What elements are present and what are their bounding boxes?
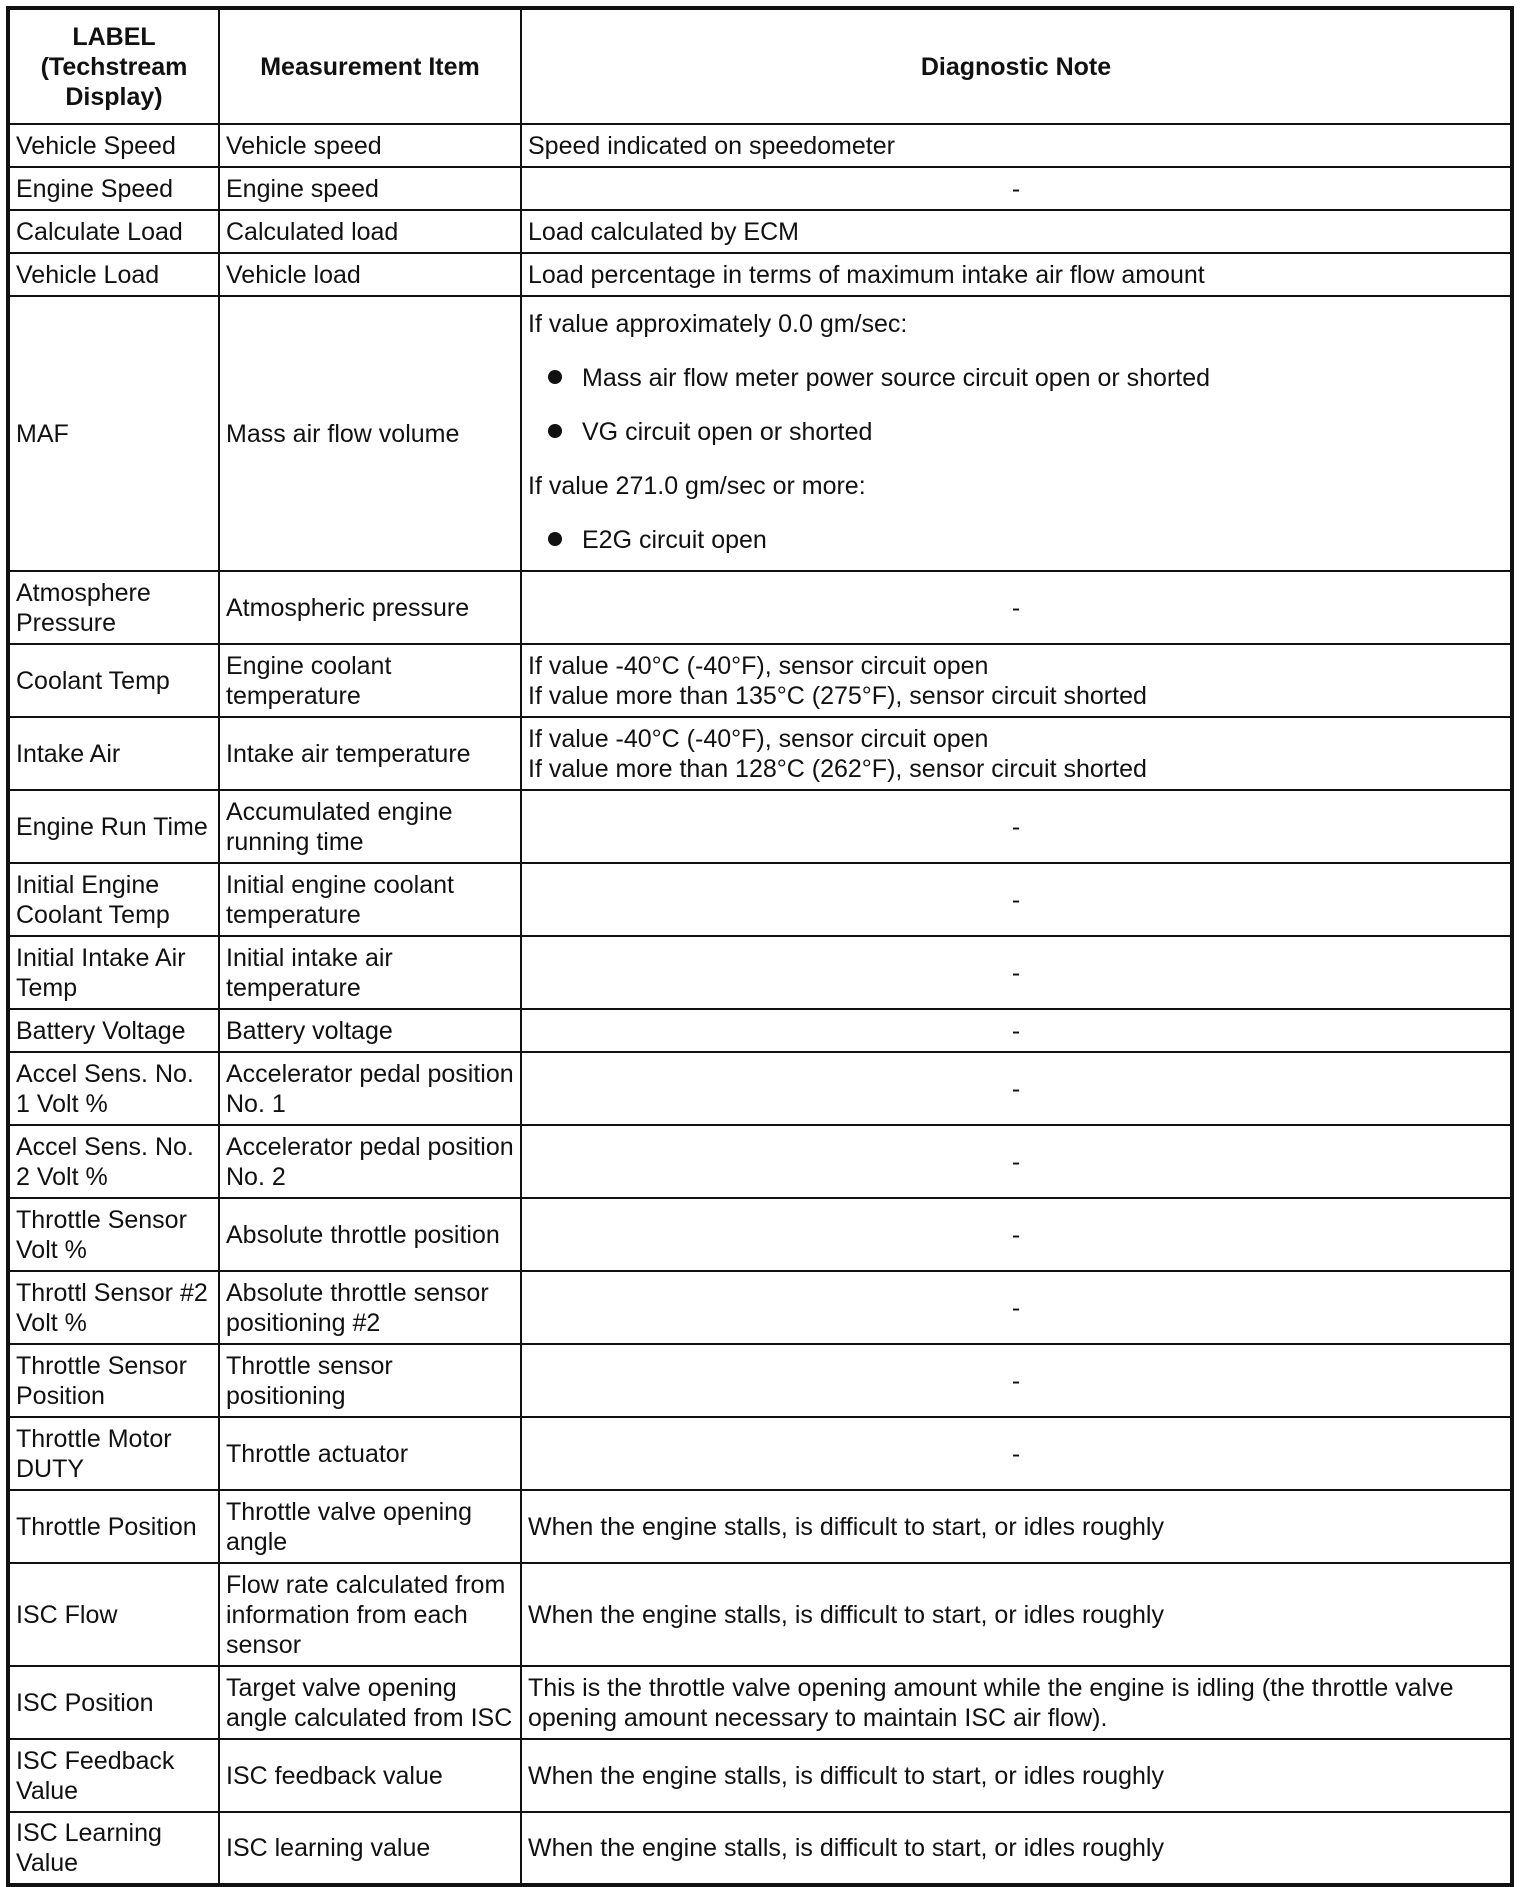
bullet-text: Mass air flow meter power source circuit open or shorted	[582, 364, 1211, 392]
header-measurement-item: Measurement Item	[219, 8, 521, 124]
measurement-item-cell: Accelerator pedal position No. 1	[219, 1052, 521, 1125]
note-line: Speed indicated on speedometer	[528, 131, 895, 160]
table-row	[8, 124, 1512, 167]
measurement-item-cell: ISC learning value	[219, 1812, 521, 1885]
label-cell: Calculate Load	[8, 210, 219, 253]
measurement-item-cell: Initial engine coolant temperature	[219, 863, 521, 936]
table-row	[8, 1563, 1512, 1666]
diagnostic-note-cell	[521, 296, 1512, 571]
measurement-item-cell: Flow rate calculated from information from each sensor	[219, 1563, 521, 1666]
measurement-item-cell: Absolute throttle position	[219, 1198, 521, 1271]
label-cell: Throttle Position	[8, 1490, 219, 1563]
table-row	[8, 1198, 1512, 1271]
header-label: LABEL (Techstream Display)	[8, 8, 219, 124]
diagnostic-data-table	[6, 6, 1514, 1887]
diagnostic-note-cell: -	[521, 167, 1512, 210]
diagnostic-note-cell	[521, 1490, 1512, 1563]
diagnostic-note-cell	[521, 210, 1512, 253]
diagnostic-note-cell: -	[521, 1271, 1512, 1344]
table-row	[8, 1125, 1512, 1198]
table-row	[8, 936, 1512, 1009]
diagnostic-note-cell: -	[521, 936, 1512, 1009]
measurement-item-cell: Vehicle speed	[219, 124, 521, 167]
label-cell: Vehicle Speed	[8, 124, 219, 167]
note-line: When the engine stalls, is difficult to start, or idles roughly	[528, 1512, 1164, 1541]
table-row	[8, 644, 1512, 717]
label-cell: Throttl Sensor #2 Volt %	[8, 1271, 219, 1344]
bullet-icon	[548, 532, 562, 546]
table-row	[8, 1666, 1512, 1739]
diagnostic-note-cell: -	[521, 1344, 1512, 1417]
diagnostic-note-cell: -	[521, 1417, 1512, 1490]
measurement-item-cell: Throttle actuator	[219, 1417, 521, 1490]
measurement-item-cell: Absolute throttle sensor positioning #2	[219, 1271, 521, 1344]
diagnostic-note-cell: -	[521, 1052, 1512, 1125]
label-cell: Accel Sens. No. 1 Volt %	[8, 1052, 219, 1125]
measurement-item-cell: Battery voltage	[219, 1009, 521, 1052]
table-row	[8, 1812, 1512, 1885]
diagnostic-note-cell	[521, 1739, 1512, 1812]
diagnostic-note-cell: -	[521, 1198, 1512, 1271]
list-item	[528, 351, 1504, 405]
label-cell: Engine Run Time	[8, 790, 219, 863]
measurement-item-cell: Calculated load	[219, 210, 521, 253]
diagnostic-note-cell: -	[521, 863, 1512, 936]
table-row	[8, 1417, 1512, 1490]
diagnostic-note-cell: -	[521, 1125, 1512, 1198]
label-cell: Initial Engine Coolant Temp	[8, 863, 219, 936]
list-item	[528, 405, 1504, 459]
measurement-item-cell: Engine coolant temperature	[219, 644, 521, 717]
table-row	[8, 1344, 1512, 1417]
table-row	[8, 790, 1512, 863]
bullet-text: E2G circuit open	[582, 526, 767, 554]
label-cell: Atmosphere Pressure	[8, 571, 219, 644]
diagnostic-note-cell: -	[521, 790, 1512, 863]
bullet-text: VG circuit open or shorted	[582, 418, 873, 446]
label-cell: Throttle Sensor Volt %	[8, 1198, 219, 1271]
diagnostic-note-cell	[521, 1812, 1512, 1885]
note-line: When the engine stalls, is difficult to start, or idles roughly	[528, 1834, 1164, 1862]
label-cell: Coolant Temp	[8, 644, 219, 717]
label-cell: Engine Speed	[8, 167, 219, 210]
measurement-item-cell: Intake air temperature	[219, 717, 521, 790]
note-line: When the engine stalls, is difficult to start, or idles roughly	[528, 1761, 1164, 1790]
measurement-item-cell: Initial intake air temperature	[219, 936, 521, 1009]
table-row	[8, 571, 1512, 644]
note-line: If value more than 135°C (275°F), sensor circuit shorted	[528, 681, 1147, 710]
table-row	[8, 863, 1512, 936]
maf-bullet-list	[528, 513, 1504, 567]
diagnostic-note-cell	[521, 253, 1512, 296]
measurement-item-cell: Atmospheric pressure	[219, 571, 521, 644]
label-cell: Accel Sens. No. 2 Volt %	[8, 1125, 219, 1198]
diagnostic-note-cell	[521, 124, 1512, 167]
label-cell: MAF	[8, 296, 219, 571]
diagnostic-note-cell	[521, 1666, 1512, 1739]
diagnostic-note-cell	[521, 644, 1512, 717]
diagnostic-note-cell	[521, 1563, 1512, 1666]
measurement-item-cell: Throttle sensor positioning	[219, 1344, 521, 1417]
measurement-item-cell: Vehicle load	[219, 253, 521, 296]
label-cell: Vehicle Load	[8, 253, 219, 296]
label-cell: Battery Voltage	[8, 1009, 219, 1052]
label-cell: ISC Feedback Value	[8, 1739, 219, 1812]
list-item	[528, 513, 1504, 567]
note-line: If value more than 128°C (262°F), sensor circuit shorted	[528, 754, 1147, 783]
diagnostic-note-cell: -	[521, 1009, 1512, 1052]
measurement-item-cell: Throttle valve opening angle	[219, 1490, 521, 1563]
table-row	[8, 167, 1512, 210]
maf-condition-low: If value approximately 0.0 gm/sec:	[528, 310, 908, 338]
measurement-item-cell: Mass air flow volume	[219, 296, 521, 571]
table-row	[8, 253, 1512, 296]
note-line: When the engine stalls, is difficult to start, or idles roughly	[528, 1600, 1164, 1629]
table-row	[8, 296, 1512, 571]
table-row	[8, 717, 1512, 790]
note-line: Load percentage in terms of maximum intake air flow amount	[528, 260, 1205, 289]
note-line: If value -40°C (-40°F), sensor circuit open	[528, 651, 989, 680]
bullet-icon	[548, 424, 562, 438]
measurement-item-cell: Accelerator pedal position No. 2	[219, 1125, 521, 1198]
table-row	[8, 1739, 1512, 1812]
bullet-icon	[548, 370, 562, 384]
note-line: This is the throttle valve opening amount while the engine is idling (the throttle valve opening amount necessary to maintain ISC air flow).	[528, 1673, 1454, 1732]
table-row	[8, 1490, 1512, 1563]
note-line: If value -40°C (-40°F), sensor circuit open	[528, 724, 989, 753]
diagnostic-note-cell: -	[521, 571, 1512, 644]
table-header-row	[8, 8, 1512, 124]
maf-condition-high: If value 271.0 gm/sec or more:	[528, 472, 866, 500]
measurement-item-cell: Target valve opening angle calculated from ISC	[219, 1666, 521, 1739]
note-line: Load calculated by ECM	[528, 217, 799, 246]
table-row	[8, 1009, 1512, 1052]
table-row	[8, 1052, 1512, 1125]
table-row	[8, 1271, 1512, 1344]
label-cell: Initial Intake Air Temp	[8, 936, 219, 1009]
label-cell: ISC Position	[8, 1666, 219, 1739]
measurement-item-cell: Accumulated engine running time	[219, 790, 521, 863]
label-cell: Throttle Sensor Position	[8, 1344, 219, 1417]
measurement-item-cell: Engine speed	[219, 167, 521, 210]
diagnostic-note-cell	[521, 717, 1512, 790]
label-cell: ISC Flow	[8, 1563, 219, 1666]
measurement-item-cell: ISC feedback value	[219, 1739, 521, 1812]
label-cell: Intake Air	[8, 717, 219, 790]
label-cell: Throttle Motor DUTY	[8, 1417, 219, 1490]
table-row	[8, 210, 1512, 253]
header-diagnostic-note: Diagnostic Note	[521, 8, 1512, 124]
diagnostic-table-sheet	[6, 6, 1514, 1877]
label-cell: ISC Learning Value	[8, 1812, 219, 1885]
maf-bullet-list	[528, 351, 1504, 459]
